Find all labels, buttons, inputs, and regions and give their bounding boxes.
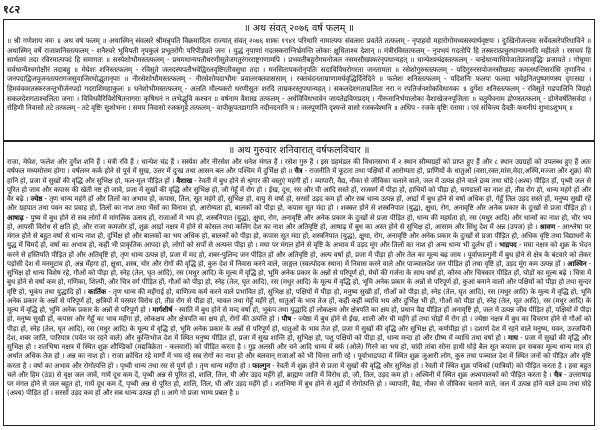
commentary-segment: - पुष्य में बुध होने से सब लोगों में मांगलिक उत्सव हों, राजाओं में भय हो, शस्त्रनिपात (युद्ध), क्षुधा, रोग, अनावृष्टि और अनेक प्रकार के दुःखों से प्रजा पीड़ित हो, धान्य की महर्घता हो, रस (मधुर आदि) और धान्यों का नाश हो, चौर भय हो, आपसी विरोध से क्षति हो, और राजा कमजोर हों, शुक्र आर्द्रा नक्षत्र में होने से कोसल तथा कलिंग देश का नाश और अतिवृष्टि हो, आषाढ़ में बुध का अस्त होने से सुभिक्ष हो, आसाम और सिंधु देश में अन्न (उपज) हो । (7, 213, 591, 231)
commentary-segment: - प्रजा में सुखों की वृद्धि और सुभिक्ष हो । शतभिषा नक्षत्र में स्थित शुक्र शौण्डिकों (मद्यविक्रेता - कलवारों) को पीड़ित करता है । गुड़ अलसी और चने आदि धान्य में बर्फ (ओले) गिरने का भय हो, चांदी तांबा सोना हाथी घोड़े बैल सूत कपास इन सबका मूल्य धान्य मात्र हो अर्थात अधिक तेज हो । अन्न का नाश हो । राजा क्रोधित रहे मार्गों में भय रहे सब रोगों का नाश हो और बलवान् राजाओं को भी चिन्ता लगी रहे । पूर्वाभाद्रपदा में स्थित शुक्र जुआरी लोग, कुरु तथा पञ्चाल देश में स्थित जनों को पीड़ित और वृष्टि करता है । वर्षा का अभाव और रोगोत्पत्ति हो । पृथ्वी धान्य तथा रस से पूर्ण हो । तृण धान्य महँगा हो । (7, 333, 591, 370)
month-heading: पौष (281, 315, 292, 324)
commentary-segment: - सुभिक्ष हो धान्य विशेष रहे, गौओं को पीड़ा हो, स्नेह (तेल, घृत आदि), रस (मधुर आदि) के मूल्य में वृद्धि हो, भूमि अनेक प्रकार के अन्नों से परिपूर्ण हो, मेघों की गर्जना के साथ वर्षा हो, कौरव और चित्रकार पीड़ित हों, घोड़ों का मूल्य बढ़े । चित्रा में बुध होने से वर्षा कम हो, गणिका, शिल्पी, और चित्र वर्ग पीड़ित हों, गौओं को पीड़ा हो, स्नेह (तेल, घृत आदि), रस (मधुर आदि) के मूल्य में वृद्धि हो, भूमि अनेक प्रकार के अन्नों से परिपूर्ण हो, कुआं बनाने वालों और पक्षियों को पीड़ा हो तथा सुन्दर वृष्टि हो, भूकंप तथा युद्धादि हों । (7, 259, 591, 296)
commentary-segment: राजा, मेघेश, फलेश और दुर्गेश शनि हैं । मंत्री रवि हैं । धान्येश चंद्र हैं । सस्येश और नीरसेश और धनेश मंगल हैं । रसेश गुरु हैं । इस ग्रहमंडल की विधानसभा में २ स्थान सौम्यग्रहों को प्राप्त हुए हैं और ८ स्थान उग्रग्रहों को उपलब्ध हुए हैं अतः वर्षफल मध्यमोत्तम होगा । वर्षलग्न कर्क होने से पूर्व में सुख, उत्तर में दुःख तथा आसन बल और पश्चिम में दुर्भिक्ष हो ॥ (7, 158, 591, 176)
month-heading: भाद्रपद (499, 241, 517, 250)
month-heading: कार्तिक (88, 287, 106, 296)
commentary-segment: - ज्येष्ठा में बुध होने से ईख, शाली और घी महँगे हों तथा घोड़ों में रोग हो । ज्येष्ठा नक्षत्र में बुध का विचरण होने से गौओं को पीड़ा हो, स्नेह (तेल, घृत आदि), रस (मधुर आदि) के मूल्य में वृद्धि हो, भूमि अनेक प्रकार के अन्नों से परिपूर्ण हो, धातुओं के भाव तेज हों, प्रजा में सुखों की वृद्धि और सुभिक्ष हो, कर्णपीड़ा हो । दशार्ण देश में रहने वाले मनुष्य, यवन, उज्जयिनी देश, शबर जाति, पारियात्र (पर्वत पर रहने वाले) और कुन्तिभोज देश में स्थित मनुष्य पीड़ित हों, प्रजा में सुख शान्ति हो, सुभिक्ष हो, पशु पक्षियों को पीड़ा हो, धान्य मन्दा हो और ग्रीष्म में व्याधि तथा वर्षा हो । (7, 315, 591, 342)
sanskrit-verse-text: ॥ श्री गणेशाय नमः ॥ अथ वर्ष फलम् ॥ अथास्मिन् संवत्सरे श्रीमन्नृपति विक्रमादित्य राज्यात् संवत् २०७६ शाकः १९४१ परिधारि नामात्ययः संवत्सरः प्रवर्तते तत्फलम् - नृपाहवो महारोगोमध्यसस्यार्थवृष्टयः । दुःखिनोजन्तवः सर्वेवत्सरेपरिधाविने ॥ अथास्मिन् वर्षे राजाशनिस्तत्फलम् - शनैश्चरे भूमिपती नृपकुलं प्रभूतरोगैः परिपीड्यते जनः । युद्धं नृपाणां गदतस्कराग्निर्भ्रमन्ति लोकाः क्षुधिताश्च देशान् ॥ मंत्रीरविस्तत्फलम् - नृपभयं गदतोपि हि तस्करात्प्रचुरधान्यधनादि महीतले । रसचयं हि सार्थतमं तदा रविरमात्यपदं हि समागतः ॥ सस्येशोभौमस्तत्फलम् - प्रथमधान्यपतौधरणीसुतेजगतुरंगरराष्ट्रगणामपि । प्रभवतीबहुरोगघनोजल नसमसौख्यकरंनृपधान्यहत् ॥ धान्येशश्चंद्रस्तत्फलम् - चन्द्रेधान्याधिपेजातेप्रजावृद्धिः प्रजायते । गोधूमाः सर्वधान्यैश्चगोक्षीरं तदाबहु ॥ मेघेशः शनिस्तत्फलम् - रविसुते जलदस्यपतौभवेद्विरलवृष्टिरतीवसुधा तदा । मनसितापकरोनृपतिः सदाविविधरोगरता जनतामता ॥ रसेशोगुरुस्तत्फलम् - यदिगुरुरसपोजनसौख्यदः कमलधन्तिसरांसि तृणानिच । जनपदाद्विजपूजनतत्परागजसुवाजिरथोद्भुतानृपाः ॥ नीरसेशोभौमस्तत्फलम् - नीरसेशोयदाभौमः प्रवालरक्तवाससाम् । रक्तचंदनताम्राणामर्घवृद्धिर्दिनेदिने ॥ फलेशः शनिस्तत्फलम् - यदिशनिः फलपः फलदा भवेद्गनितपुष्पगणस्य दृगःसदा । हिमवंववरतस्करजन्तुभीर्जनपदो गदराशिमहाकुलः ॥ धनेशोभौमस्तत्फलम् - अलति मौल्यकरो धरणीसुतः शरदि ताम्रकरस्तुपधान्यहत् । सकलदेशगताम्रलिता नरा न रपतिर्जनशोकविधायकः ॥ दुर्गेशः शनिस्तत्फलम् - रविसुते गढपालिनि विग्रहो सकलदेशगताश्चलिता जनाः । विविधवैरिविशेषितनागराः कृषिधनं न लभेद्भुवि कश्चन ॥ वर्षनाम वैशाख तत्फलम् - अर्धविविधभावेन जायतेद्रविणप्रदम् । नीरुजानिर्भयालोका वैशाखेजनपूजिताः ॥ चतुर्मेघनाम द्रोणस्तत्फलम् - द्रोणेवर्षतिसर्वदा । रोहिणी निवासो तटे तत्फलम् - तटे वृष्टिः सुशोभना । समय निवासो रजकगृहे तत्फलम् - वापीकूपतडागानि नदीनदनानि च । जलपूर्णानि दृश्यन्ते वासो रजकवेश्मनि ॥ अधिप - रजके वृष्टिः रतामा । एवं संचिन्त्य दैवज्ञैः कथनीयं शुभाऽशुभम् ॥ (7, 36, 591, 113)
month-heading: आश्विन (567, 259, 587, 268)
month-heading: माघ (508, 333, 518, 342)
commentary-segment: - तृण धान्य महंगे हों और तिलों का अभाव हो, कपास, तिल, सूत महंगे हों, सुभिक्ष हो, वायु से वर्षा हो, सरसों उड़द कम हों और सब धान्य उत्पन्न हों, आर्द्रा में बुध होने से वर्षा अधिक हो, गेहूँ तिल उड़द सस्ते हों, मनुष्य सुखी रहें और ग्रहपात तथा पवन का प्रवाह हो, तिलों का नाश तथा भैंसों का विनाश हो, आरोग्यता हो, बालकों को पीड़ा हो, कपास सूत मंदा हो । शक्कर होने से शस्त्रनिपात (युद्ध), क्षुधा, रोग, अनावृष्टि और अनेक प्रकार के दुःखों से प्रजा पीड़ित हो । (7, 195, 591, 213)
section-title: ॥ अथ संवत् २०७६ वर्ष फलम् ॥ (244, 23, 354, 34)
month-heading: श्रावण (539, 222, 556, 231)
month-heading: चैत्र (294, 167, 303, 176)
month-heading: फाल्गुन (252, 361, 270, 370)
month-heading: चैत्र (553, 370, 562, 379)
commentary-segment: - रेवती में शुक्र होने से प्रजा में सुखों की वृद्धि और सुभिक्ष हो । रेवती में स्थित शुक्र पथिकों (यात्रियों) को पीड़ित करता है । हवा बहुत चले और हिम (ठंड) से वृक्ष जल जावें, गायें दूध कम दें, पृथ्वी अन्न से पूरित हो, शालि, तिल, घी और उड़द महँगे हों, ब्राह्मण जाति में विरोध हो, जौ, तिल, उड़द कम हों । अश्विनी में स्थित शुक्र अश्वपालकों को पीड़ित करता है । (7, 361, 591, 379)
month-heading: वैशाख (176, 176, 193, 185)
commentary-segment: - उत्तराषाढ़ पर मंगल होने से जल बहुत हो, गायें दूध कम दें, पृथ्वी अन्न से पूरित हो, शालि, तिल, घी और उड़द महँगे हों । शतभिषा में बुध होने से शूद्रों में रोगोत्पत्ति हो । व्यापारी, वैद्य, नौका से जीविका चलाने वाले, जल में उत्पन्न होने वाले द्रव्य तथा घोड़े (अश्व) पीड़ित हों । सरसों उड़द कम हों और सब धान्य उत्पन्न हों ॥ आगे गो प्रजा भाग्य प्रबल है ॥ (7, 370, 591, 398)
varsh-phal-vichar-box (3, 141, 595, 426)
hindi-commentary-text (7, 158, 591, 399)
commentary-segment: - स्वाति में बुध होने से मन्द वर्षा हो, भूकंप तथा युद्धादि हों लोकक्षय और क्षेत्रपति का क्षय हो, प्रधान वैद्य पीड़ित हों अनावृष्टि हो, जल में उत्पन्न जीव पीड़ित हों, पक्षियों में पीड़ा हो, मनुष्य सुखी हों, कपास और गेहूँ का भाव महँगा हो, लोकक्षय और क्षेत्रपति का क्षय हो, रोगों की उत्पत्ति हो । (7, 306, 591, 324)
section-title: ॥ अथ गुरुवार शनिवारात् वर्षफलविचार ॥ (228, 145, 370, 156)
commentary-segment: - आश्लेषा पर मंगल होने से बहुत वर्षा से धान्य नाश हो, दुर्भिक्ष हो और बालकों का भय अधिक हो, बालकों को पीड़ा हो, कपास सूत मंदा हो, शस्त्रनिपात (युद्ध), क्षुधा, रोग, अनावृष्टि और अनेक प्रकार के दुःखों से प्रजा पीड़ित हो, अधिक वृष्टि तथा विद्याधरों के युद्ध में विमर्द हो, वर्षा का अभाव हो, कहीं भी प्राकृतिक आपदा हो, लोगों को सर्पों से अत्यन्त पीड़ा हो । मघा पर मंगल होने से वृष्टि के अभाव में उड़द मूंग और तिलों का नाश हो अन्य धान्य भी दुर्लभ हों । (7, 222, 591, 250)
month-heading: ज्येष्ठ (30, 195, 43, 203)
commentary-segment: - राजनीति में कूटता तथा पक्षियों में आरोग्यता हो, प्राणियों के धातुओं (वसा,रक्त,मांस,मेदा,अस्थि,मज्जा और शुक्र) की हानि हो, प्रजा में सुखों की वृद्धि और सुभिक्ष हो, फल-मूल पीड़ित हों । (7, 167, 591, 185)
month-heading: आषाढ़ (7, 213, 24, 222)
commentary-segment: - तृण धान्य की महँगाई हो, वाणिज्य कर्म करने वाले प्रभावित हों, सुभिक्ष हो, पक्षियों में पीड़ा हो, मनुष्य सुखी हों, गौओं को पीड़ा हो, स्नेह (तेल, घृत आदि), रस (मधुर आदि) के मूल्य में वृद्धि हो, भूमि अनेक प्रकार के अन्नों से परिपूर्ण हो, क्षत्रियों में परस्पर विरोध हो, तीव्र रोग से पीड़ा हो, चावल तथा गेहूँ महँगे हों, धातुओं के भाव तेज हों, कहीं कहीं व्याधि भय और दुर्भिक्ष भी हो, गौओं को पीड़ा हो, स्नेह (तेल, घृत आदि), रस (मधुर आदि) के मूल्य में वृद्धि हो, भूमि अनेक प्रकार के अन्नों से परिपूर्ण हो । (7, 287, 591, 314)
commentary-segment: - मघा नक्षत्र को शुक्र के भेदन करने से हस्तिपति पीड़ित हों और अतिवृष्टि हो, तृण धान्य उत्पन्न हो, प्रजा में मद हो, शबर-पुलिन्द जन पीड़ित हों और अतिवृष्टि हो, अल्प वर्षा हो, प्रजा में पीड़ा हो और तेल का मूल्य बढ़ जाय । पूर्वाफाल्गुनी में बुध होने से क्षेत्र के बंटवारे को लेकर पड़ोसी देश से मनमुटाव हो, अन्न मँहगा हो, क्षुधा, शस्त्र, चोर और रोगों की वृद्धि हो, कुरु देश में निवास करने वाले, जाङ्गल (स्वल्पोदक स्थान) में निवास करने वाले और पाञ्चालदेश जन पीड़ित हों तथा वृष्टि हो, उड़द मूंग कम उत्पन्न हों । (7, 241, 591, 268)
month-heading: मार्गशीर्ष (152, 306, 173, 314)
commentary-segment: - रेवती में बुध होने से श्रृंगार की वस्तुएं महंगी हों । व्यापारी, वैद्य, नौका से जीविका चलाने वाले, जल में उत्पन्न होने वाले द्रव्य तथा घोड़े (अश्व) पीड़ित हों, पृथ्वी जल से पूरित हो जाय और कपास की खेती नष्ट हो जावे, प्रजा में सुखों की वृद्धि और सुभिक्ष हो, जौ गेहूँ में रोग हो । ईख, दूध, रस और घी आदि सस्ते हों, राजवर्ग में पीड़ा हो, हाथियों को पीड़ा हो, चाण्डालों का नाश हो, तीव्र रोग हो, धान्य महंगे हों और वैर बढ़े । (7, 176, 591, 203)
page-number: १८२ (3, 3, 21, 16)
samvat-varsh-phalam-box (3, 19, 595, 141)
